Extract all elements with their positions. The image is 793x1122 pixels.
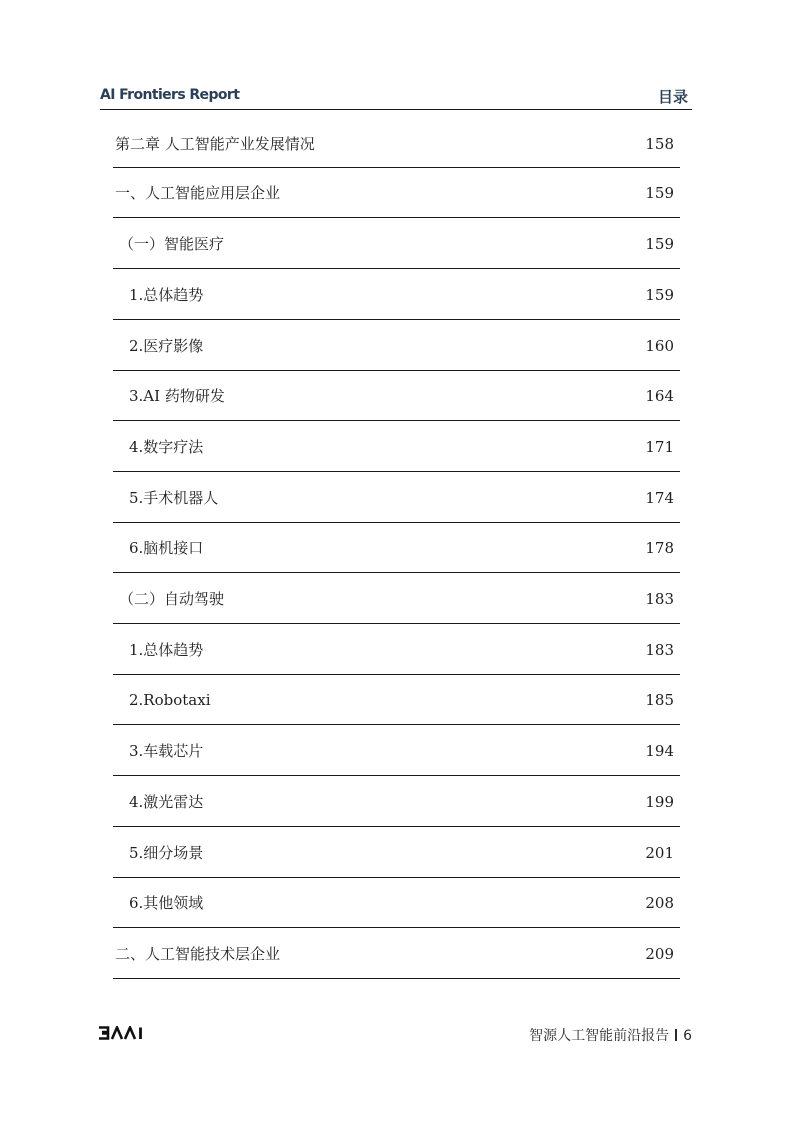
toc-entry-page[interactable]: 174 (645, 488, 674, 507)
toc-entry[interactable] (113, 167, 680, 218)
toc-entry[interactable] (113, 269, 680, 320)
toc-entry-page[interactable]: 164 (645, 387, 674, 406)
toc-entry-page[interactable]: 183 (645, 640, 674, 659)
footer-publication (529, 1025, 692, 1045)
toc-entry[interactable] (113, 472, 680, 523)
toc-entry-title[interactable]: 6.脑机接口 (129, 539, 204, 558)
section-label: 目录 (657, 88, 688, 106)
toc-entry-title[interactable]: 6.其他领域 (129, 894, 204, 913)
toc-entry-title[interactable]: 1.总体趋势 (129, 640, 204, 659)
toc-entry-page[interactable]: 159 (645, 285, 674, 304)
toc-entry[interactable] (113, 118, 680, 168)
toc-entry-title[interactable]: 4.激光雷达 (129, 792, 204, 811)
toc-entry-page[interactable]: 209 (645, 944, 674, 963)
toc-entry-title[interactable]: 5.细分场景 (129, 843, 204, 862)
toc-entry[interactable] (113, 370, 680, 421)
toc-entry[interactable] (113, 776, 680, 827)
publication-name: 智源人工智能前沿报告 (529, 1028, 670, 1044)
toc-entry[interactable] (113, 827, 680, 878)
toc-entry-page[interactable]: 159 (645, 184, 674, 203)
toc-entry-page[interactable]: 201 (645, 843, 674, 862)
toc-entry[interactable] (113, 573, 680, 624)
toc-entry-title[interactable]: 1.总体趋势 (129, 285, 204, 304)
toc-entry-page[interactable]: 171 (645, 437, 674, 456)
page-footer (98, 1025, 692, 1045)
footer-separator (675, 1029, 677, 1041)
toc-entry-title[interactable]: 3.AI 药物研发 (129, 387, 225, 406)
toc-entry-title[interactable]: 3.车载芯片 (129, 742, 204, 761)
toc-entry-page[interactable]: 199 (645, 792, 674, 811)
toc-entry[interactable] (113, 624, 680, 675)
toc-entry-title[interactable]: 5.手术机器人 (129, 488, 219, 507)
toc-entry-page[interactable]: 159 (645, 235, 674, 254)
toc-entry-title[interactable]: 第二章 人工智能产业发展情况 (115, 134, 315, 153)
toc-entry[interactable] (113, 674, 680, 725)
toc-entry[interactable] (113, 218, 680, 269)
toc-entry[interactable] (113, 725, 680, 776)
baai-logo-icon (98, 1026, 148, 1040)
toc-entry-page[interactable]: 160 (645, 336, 674, 355)
toc-entry[interactable] (113, 928, 680, 979)
toc-entry[interactable] (113, 320, 680, 371)
toc-entry-title[interactable]: 二、人工智能技术层企业 (115, 944, 281, 963)
toc-entry-page[interactable]: 178 (645, 539, 674, 558)
report-title: AI Frontiers Report (100, 87, 240, 103)
page-number: 6 (683, 1028, 692, 1044)
page-header (100, 86, 692, 110)
toc-entry-title[interactable]: 4.数字疗法 (129, 437, 204, 456)
toc-entry-title[interactable]: 2.Robotaxi (129, 691, 211, 710)
toc-entry-title[interactable]: 2.医疗影像 (129, 336, 204, 355)
toc-entry-page[interactable]: 183 (645, 590, 674, 609)
toc-entry-page[interactable]: 194 (645, 742, 674, 761)
toc-entry-page[interactable]: 158 (645, 134, 674, 153)
toc-entry-page[interactable]: 185 (645, 691, 674, 710)
toc-entry[interactable] (113, 421, 680, 472)
toc-entry[interactable] (113, 877, 680, 928)
toc-entry-title[interactable]: （二）自动驾驶 (119, 590, 225, 609)
table-of-contents (113, 118, 680, 979)
toc-entry-page[interactable]: 208 (645, 894, 674, 913)
toc-entry-title[interactable]: （一）智能医疗 (119, 235, 225, 254)
toc-entry[interactable] (113, 522, 680, 573)
toc-entry-title[interactable]: 一、人工智能应用层企业 (115, 184, 281, 203)
baai-logo (98, 1026, 148, 1040)
